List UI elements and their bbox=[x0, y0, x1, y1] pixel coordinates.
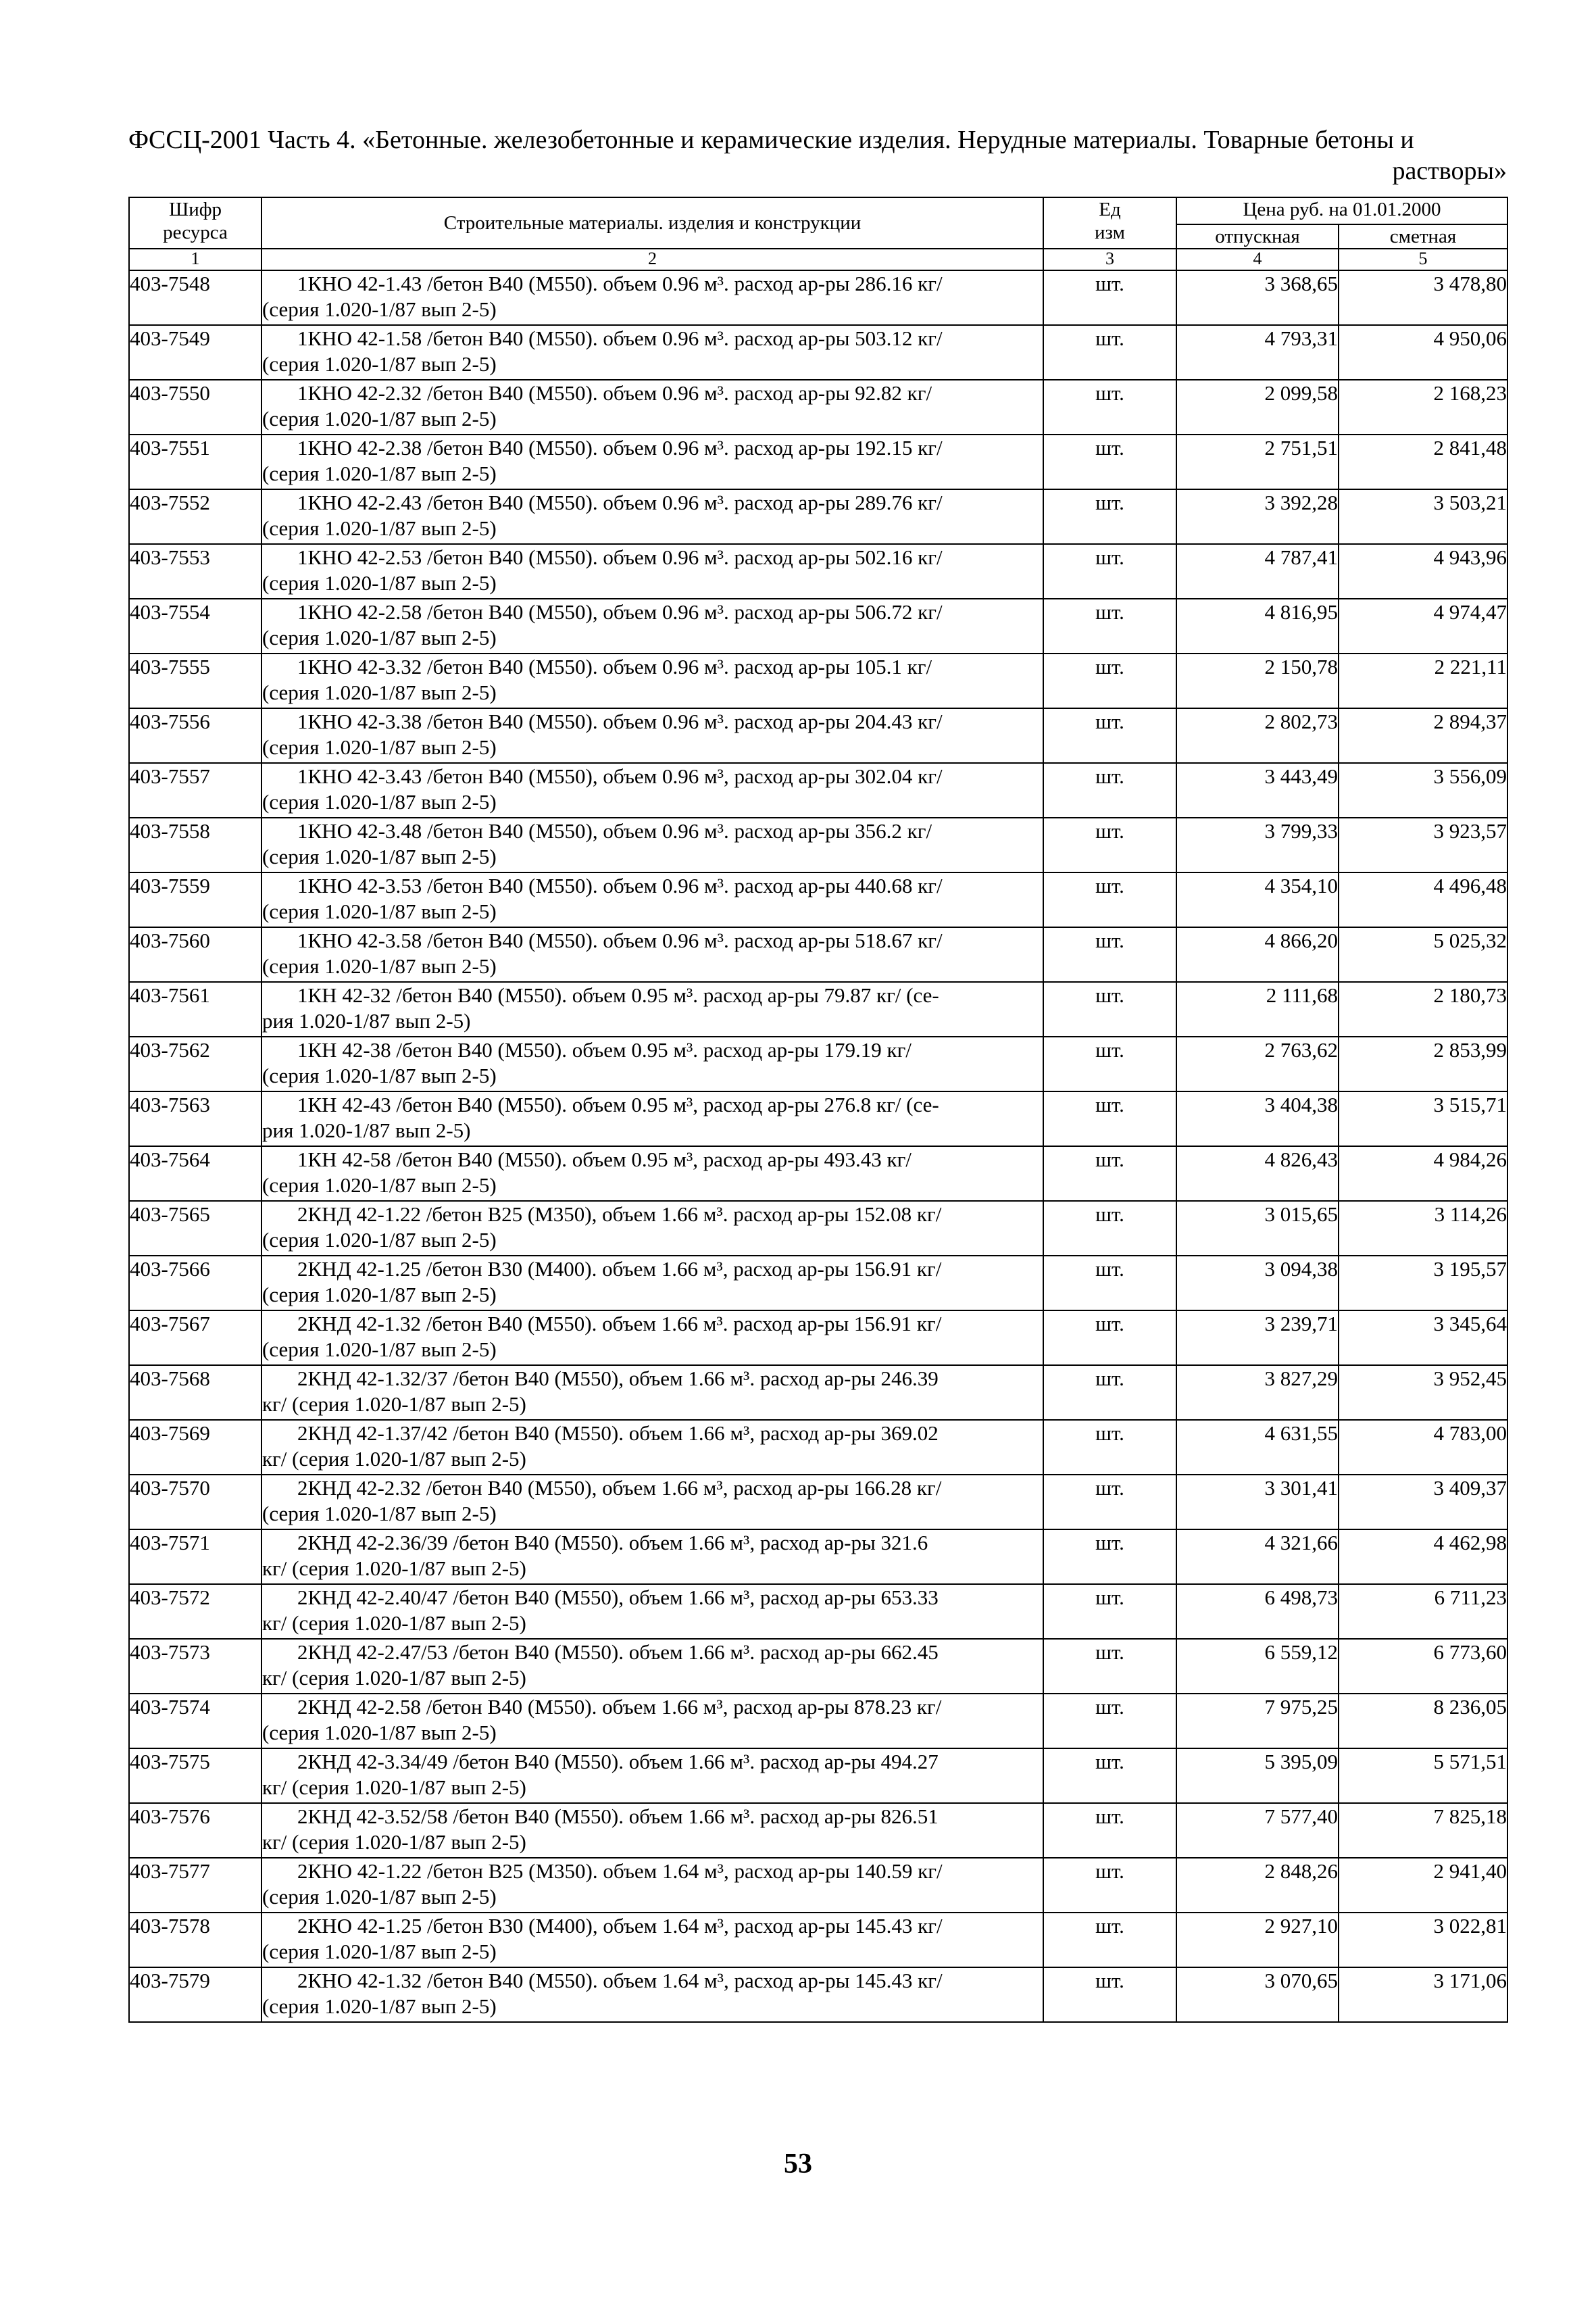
description-series: кг/ (серия 1.020-1/87 вып 2-5) bbox=[262, 1556, 526, 1580]
estimate-price: 3 923,57 bbox=[1339, 818, 1507, 872]
table-row bbox=[129, 325, 1507, 380]
material-description bbox=[261, 1639, 1043, 1694]
description-line: 2КНД 42-1.32/37 /бетон В40 (М550), объем 1.66 м³. расход ар-ры 246.39 bbox=[297, 1367, 939, 1390]
resource-code: 403-7554 bbox=[129, 599, 261, 654]
release-price: 3 239,71 bbox=[1176, 1310, 1339, 1365]
estimate-price: 3 478,80 bbox=[1339, 270, 1507, 325]
release-price: 3 301,41 bbox=[1176, 1475, 1339, 1529]
col-header-release-price: отпускная bbox=[1176, 224, 1339, 249]
release-price: 2 111,68 bbox=[1176, 982, 1339, 1037]
description-series: кг/ (серия 1.020-1/87 вып 2-5) bbox=[262, 1611, 526, 1635]
description-series: (серия 1.020-1/87 вып 2-5) bbox=[262, 1283, 497, 1306]
table-row bbox=[129, 763, 1507, 818]
estimate-price: 5 025,32 bbox=[1339, 927, 1507, 982]
unit: шт. bbox=[1043, 599, 1176, 654]
description-series: (серия 1.020-1/87 вып 2-5) bbox=[262, 571, 497, 595]
col-header-price: Цена руб. на 01.01.2000 bbox=[1176, 197, 1507, 224]
resource-code: 403-7578 bbox=[129, 1913, 261, 1967]
table-row bbox=[129, 1365, 1507, 1420]
unit: шт. bbox=[1043, 1913, 1176, 1967]
header-title-continued: растворы» bbox=[1392, 157, 1507, 185]
unit: шт. bbox=[1043, 1091, 1176, 1146]
material-description bbox=[261, 1584, 1043, 1639]
description-line: 1КНО 42-3.43 /бетон В40 (М550), объем 0.96 м³, расход ар-ры 302.04 кг/ bbox=[297, 764, 943, 788]
table-row bbox=[129, 1420, 1507, 1475]
description-line: 2КНД 42-1.32 /бетон В40 (М550). объем 1.66 м³. расход ар-ры 156.91 кг/ bbox=[297, 1312, 942, 1335]
table-row bbox=[129, 1037, 1507, 1091]
material-description bbox=[261, 544, 1043, 599]
release-price: 3 015,65 bbox=[1176, 1201, 1339, 1256]
material-description bbox=[261, 380, 1043, 435]
material-description bbox=[261, 872, 1043, 927]
material-description bbox=[261, 1858, 1043, 1913]
description-series: кг/ (серия 1.020-1/87 вып 2-5) bbox=[262, 1830, 526, 1854]
table-row bbox=[129, 1201, 1507, 1256]
material-description bbox=[261, 1091, 1043, 1146]
unit: шт. bbox=[1043, 708, 1176, 763]
col-header-estimate-price: сметная bbox=[1339, 224, 1507, 249]
unit: шт. bbox=[1043, 270, 1176, 325]
description-series: кг/ (серия 1.020-1/87 вып 2-5) bbox=[262, 1775, 526, 1799]
unit: шт. bbox=[1043, 1748, 1176, 1803]
estimate-price: 2 853,99 bbox=[1339, 1037, 1507, 1091]
release-price: 2 802,73 bbox=[1176, 708, 1339, 763]
description-series: (серия 1.020-1/87 вып 2-5) bbox=[262, 954, 497, 978]
description-line: 1КНО 42-2.32 /бетон В40 (М550). объем 0.96 м³. расход ар-ры 92.82 кг/ bbox=[297, 381, 932, 405]
unit: шт. bbox=[1043, 654, 1176, 708]
resource-code: 403-7579 bbox=[129, 1967, 261, 2022]
description-series: (серия 1.020-1/87 вып 2-5) bbox=[262, 1337, 497, 1361]
release-price: 2 150,78 bbox=[1176, 654, 1339, 708]
resource-code: 403-7549 bbox=[129, 325, 261, 380]
material-description bbox=[261, 1365, 1043, 1420]
unit: шт. bbox=[1043, 1420, 1176, 1475]
table-row bbox=[129, 270, 1507, 325]
description-line: 1КНО 42-3.38 /бетон В40 (М550). объем 0.96 м³. расход ар-ры 204.43 кг/ bbox=[297, 710, 943, 733]
resource-code: 403-7568 bbox=[129, 1365, 261, 1420]
description-line: 1КН 42-58 /бетон В40 (М550). объем 0.95 м³, расход ар-ры 493.43 кг/ bbox=[297, 1148, 912, 1171]
resource-code: 403-7565 bbox=[129, 1201, 261, 1256]
table-row bbox=[129, 1091, 1507, 1146]
description-line: 1КНО 42-3.53 /бетон В40 (М550). объем 0.96 м³. расход ар-ры 440.68 кг/ bbox=[297, 874, 943, 897]
estimate-price: 2 221,11 bbox=[1339, 654, 1507, 708]
estimate-price: 3 114,26 bbox=[1339, 1201, 1507, 1256]
estimate-price: 4 462,98 bbox=[1339, 1529, 1507, 1584]
description-series: кг/ (серия 1.020-1/87 вып 2-5) bbox=[262, 1392, 526, 1416]
description-series: (серия 1.020-1/87 вып 2-5) bbox=[262, 407, 497, 430]
description-series: (серия 1.020-1/87 вып 2-5) bbox=[262, 1885, 497, 1909]
release-price: 4 866,20 bbox=[1176, 927, 1339, 982]
description-series: (серия 1.020-1/87 вып 2-5) bbox=[262, 790, 497, 814]
resource-code: 403-7563 bbox=[129, 1091, 261, 1146]
release-price: 3 827,29 bbox=[1176, 1365, 1339, 1420]
material-description bbox=[261, 1037, 1043, 1091]
resource-code: 403-7574 bbox=[129, 1694, 261, 1748]
estimate-price: 3 022,81 bbox=[1339, 1913, 1507, 1967]
description-line: 2КНО 42-1.22 /бетон В25 (М350). объем 1.64 м³, расход ар-ры 140.59 кг/ bbox=[297, 1859, 943, 1883]
resource-code: 403-7569 bbox=[129, 1420, 261, 1475]
resource-code: 403-7576 bbox=[129, 1803, 261, 1858]
resource-code: 403-7567 bbox=[129, 1310, 261, 1365]
table-row bbox=[129, 1310, 1507, 1365]
col-index: 4 bbox=[1176, 249, 1339, 270]
page-number: 53 bbox=[784, 2148, 812, 2180]
resource-code: 403-7556 bbox=[129, 708, 261, 763]
estimate-price: 5 571,51 bbox=[1339, 1748, 1507, 1803]
table-row bbox=[129, 927, 1507, 982]
unit: шт. bbox=[1043, 1858, 1176, 1913]
resource-code: 403-7575 bbox=[129, 1748, 261, 1803]
resource-code: 403-7564 bbox=[129, 1146, 261, 1201]
table-row bbox=[129, 1584, 1507, 1639]
material-description bbox=[261, 325, 1043, 380]
description-line: 2КНД 42-3.34/49 /бетон В40 (М550). объем 1.66 м³. расход ар-ры 494.27 bbox=[297, 1750, 939, 1773]
resource-code: 403-7560 bbox=[129, 927, 261, 982]
unit: шт. bbox=[1043, 1201, 1176, 1256]
release-price: 3 392,28 bbox=[1176, 489, 1339, 544]
description-series: (серия 1.020-1/87 вып 2-5) bbox=[262, 516, 497, 540]
unit: шт. bbox=[1043, 1803, 1176, 1858]
release-price: 4 826,43 bbox=[1176, 1146, 1339, 1201]
description-line: 1КНО 42-2.38 /бетон В40 (М550). объем 0.96 м³. расход ар-ры 192.15 кг/ bbox=[297, 436, 943, 460]
table-row bbox=[129, 1913, 1507, 1967]
material-description bbox=[261, 1803, 1043, 1858]
material-description bbox=[261, 599, 1043, 654]
table-row bbox=[129, 1803, 1507, 1858]
description-line: 2КНД 42-1.25 /бетон В30 (М400). объем 1.66 м³, расход ар-ры 156.91 кг/ bbox=[297, 1257, 942, 1281]
unit: шт. bbox=[1043, 927, 1176, 982]
estimate-price: 6 773,60 bbox=[1339, 1639, 1507, 1694]
release-price: 5 395,09 bbox=[1176, 1748, 1339, 1803]
description-line: 2КНД 42-2.32 /бетон В40 (М550), объем 1.66 м³, расход ар-ры 166.28 кг/ bbox=[297, 1476, 942, 1500]
description-line: 1КН 42-32 /бетон В40 (М550). объем 0.95 м³. расход ар-ры 79.87 кг/ (се- bbox=[297, 983, 939, 1007]
release-price: 4 631,55 bbox=[1176, 1420, 1339, 1475]
col-index: 1 bbox=[129, 249, 261, 270]
description-series: кг/ (серия 1.020-1/87 вып 2-5) bbox=[262, 1447, 526, 1471]
unit: шт. bbox=[1043, 435, 1176, 489]
release-price: 4 787,41 bbox=[1176, 544, 1339, 599]
estimate-price: 4 943,96 bbox=[1339, 544, 1507, 599]
description-series: (серия 1.020-1/87 вып 2-5) bbox=[262, 626, 497, 649]
resource-code: 403-7571 bbox=[129, 1529, 261, 1584]
estimate-price: 3 171,06 bbox=[1339, 1967, 1507, 2022]
estimate-price: 3 409,37 bbox=[1339, 1475, 1507, 1529]
resource-code: 403-7572 bbox=[129, 1584, 261, 1639]
table-row bbox=[129, 380, 1507, 435]
resource-code: 403-7548 bbox=[129, 270, 261, 325]
resource-code: 403-7573 bbox=[129, 1639, 261, 1694]
description-series: (серия 1.020-1/87 вып 2-5) bbox=[262, 1940, 497, 1963]
description-series: (серия 1.020-1/87 вып 2-5) bbox=[262, 352, 497, 376]
release-price: 3 404,38 bbox=[1176, 1091, 1339, 1146]
estimate-price: 4 984,26 bbox=[1339, 1146, 1507, 1201]
description-line: 1КНО 42-2.43 /бетон В40 (М550). объем 0.96 м³. расход ар-ры 289.76 кг/ bbox=[297, 491, 943, 514]
unit: шт. bbox=[1043, 380, 1176, 435]
description-series: (серия 1.020-1/87 вып 2-5) bbox=[262, 1228, 497, 1252]
description-line: 2КНО 42-1.32 /бетон В40 (М550). объем 1.64 м³, расход ар-ры 145.43 кг/ bbox=[297, 1969, 943, 1992]
material-description bbox=[261, 1310, 1043, 1365]
resource-code: 403-7570 bbox=[129, 1475, 261, 1529]
unit: шт. bbox=[1043, 1256, 1176, 1310]
description-series: (серия 1.020-1/87 вып 2-5) bbox=[262, 681, 497, 704]
table-row bbox=[129, 1858, 1507, 1913]
resource-code: 403-7553 bbox=[129, 544, 261, 599]
description-line: 1КНО 42-2.53 /бетон В40 (М550). объем 0.96 м³. расход ар-ры 502.16 кг/ bbox=[297, 545, 943, 569]
table-row bbox=[129, 544, 1507, 599]
description-line: 1КН 42-43 /бетон В40 (М550). объем 0.95 м³, расход ар-ры 276.8 кг/ (се- bbox=[297, 1093, 939, 1116]
resource-code: 403-7557 bbox=[129, 763, 261, 818]
estimate-price: 2 180,73 bbox=[1339, 982, 1507, 1037]
material-description bbox=[261, 1420, 1043, 1475]
resource-code: 403-7559 bbox=[129, 872, 261, 927]
description-series: (серия 1.020-1/87 вып 2-5) bbox=[262, 1502, 497, 1525]
material-description bbox=[261, 1913, 1043, 1967]
col-index: 2 bbox=[261, 249, 1043, 270]
unit: шт. bbox=[1043, 544, 1176, 599]
material-description bbox=[261, 1256, 1043, 1310]
description-line: 1КНО 42-3.32 /бетон В40 (М550). объем 0.96 м³. расход ар-ры 105.1 кг/ bbox=[297, 655, 932, 679]
table-row bbox=[129, 1694, 1507, 1748]
release-price: 6 498,73 bbox=[1176, 1584, 1339, 1639]
unit: шт. bbox=[1043, 1146, 1176, 1201]
estimate-price: 6 711,23 bbox=[1339, 1584, 1507, 1639]
description-line: 2КНД 42-1.37/42 /бетон В40 (М550). объем 1.66 м³, расход ар-ры 369.02 bbox=[297, 1421, 939, 1445]
resource-code: 403-7558 bbox=[129, 818, 261, 872]
description-series: (серия 1.020-1/87 вып 2-5) bbox=[262, 1994, 497, 2018]
release-price: 3 094,38 bbox=[1176, 1256, 1339, 1310]
estimate-price: 2 941,40 bbox=[1339, 1858, 1507, 1913]
unit: шт. bbox=[1043, 818, 1176, 872]
description-series: (серия 1.020-1/87 вып 2-5) bbox=[262, 735, 497, 759]
release-price: 7 577,40 bbox=[1176, 1803, 1339, 1858]
release-price: 2 848,26 bbox=[1176, 1858, 1339, 1913]
release-price: 4 816,95 bbox=[1176, 599, 1339, 654]
material-description bbox=[261, 1694, 1043, 1748]
col-header-unit: Ед изм bbox=[1043, 197, 1176, 249]
table-row bbox=[129, 1256, 1507, 1310]
material-description bbox=[261, 763, 1043, 818]
table-row bbox=[129, 1639, 1507, 1694]
description-series: (серия 1.020-1/87 вып 2-5) bbox=[262, 1721, 497, 1744]
col-index: 3 bbox=[1043, 249, 1176, 270]
table-row bbox=[129, 599, 1507, 654]
release-price: 3 368,65 bbox=[1176, 270, 1339, 325]
description-series: кг/ (серия 1.020-1/87 вып 2-5) bbox=[262, 1666, 526, 1690]
estimate-price: 3 515,71 bbox=[1339, 1091, 1507, 1146]
description-line: 2КНД 42-2.47/53 /бетон В40 (М550). объем 1.66 м³. расход ар-ры 662.45 bbox=[297, 1640, 939, 1664]
estimate-price: 2 894,37 bbox=[1339, 708, 1507, 763]
release-price: 4 354,10 bbox=[1176, 872, 1339, 927]
resource-code: 403-7561 bbox=[129, 982, 261, 1037]
description-line: 2КНД 42-1.22 /бетон В25 (М350), объем 1.66 м³. расход ар-ры 152.08 кг/ bbox=[297, 1202, 942, 1226]
resource-code: 403-7562 bbox=[129, 1037, 261, 1091]
table-row bbox=[129, 982, 1507, 1037]
col-header-description: Строительные материалы. изделия и конструкции bbox=[261, 197, 1043, 249]
unit: шт. bbox=[1043, 1310, 1176, 1365]
material-description bbox=[261, 982, 1043, 1037]
estimate-price: 4 974,47 bbox=[1339, 599, 1507, 654]
table-row bbox=[129, 1146, 1507, 1201]
estimate-price: 4 783,00 bbox=[1339, 1420, 1507, 1475]
material-description bbox=[261, 708, 1043, 763]
material-description bbox=[261, 1529, 1043, 1584]
release-price: 7 975,25 bbox=[1176, 1694, 1339, 1748]
material-description bbox=[261, 1201, 1043, 1256]
description-series: (серия 1.020-1/87 вып 2-5) bbox=[262, 297, 497, 321]
description-line: 2КНД 42-3.52/58 /бетон В40 (М550). объем 1.66 м³. расход ар-ры 826.51 bbox=[297, 1804, 939, 1828]
material-description bbox=[261, 1967, 1043, 2022]
estimate-price: 2 168,23 bbox=[1339, 380, 1507, 435]
table-row bbox=[129, 708, 1507, 763]
unit: шт. bbox=[1043, 325, 1176, 380]
unit: шт. bbox=[1043, 1584, 1176, 1639]
estimate-price: 8 236,05 bbox=[1339, 1694, 1507, 1748]
material-description bbox=[261, 270, 1043, 325]
estimate-price: 4 496,48 bbox=[1339, 872, 1507, 927]
material-description bbox=[261, 1475, 1043, 1529]
resource-code: 403-7577 bbox=[129, 1858, 261, 1913]
description-line: 2КНО 42-1.25 /бетон В30 (М400), объем 1.64 м³, расход ар-ры 145.43 кг/ bbox=[297, 1914, 943, 1938]
release-price: 3 799,33 bbox=[1176, 818, 1339, 872]
unit: шт. bbox=[1043, 1037, 1176, 1091]
description-series: (серия 1.020-1/87 вып 2-5) bbox=[262, 900, 497, 923]
resource-code: 403-7552 bbox=[129, 489, 261, 544]
table-row bbox=[129, 1475, 1507, 1529]
estimate-price: 4 950,06 bbox=[1339, 325, 1507, 380]
material-description bbox=[261, 818, 1043, 872]
description-line: 1КНО 42-1.43 /бетон В40 (М550). объем 0.96 м³. расход ар-ры 286.16 кг/ bbox=[297, 272, 943, 295]
release-price: 2 751,51 bbox=[1176, 435, 1339, 489]
table-row bbox=[129, 872, 1507, 927]
table-row bbox=[129, 1748, 1507, 1803]
material-description bbox=[261, 654, 1043, 708]
release-price: 2 763,62 bbox=[1176, 1037, 1339, 1091]
unit: шт. bbox=[1043, 489, 1176, 544]
unit: шт. bbox=[1043, 1639, 1176, 1694]
unit: шт. bbox=[1043, 763, 1176, 818]
description-line: 2КНД 42-2.36/39 /бетон В40 (М550). объем 1.66 м³, расход ар-ры 321.6 bbox=[297, 1531, 928, 1554]
unit: шт. bbox=[1043, 1475, 1176, 1529]
unit: шт. bbox=[1043, 1967, 1176, 2022]
material-description bbox=[261, 927, 1043, 982]
table-row bbox=[129, 489, 1507, 544]
resource-code: 403-7550 bbox=[129, 380, 261, 435]
table-row bbox=[129, 818, 1507, 872]
material-description bbox=[261, 1748, 1043, 1803]
release-price: 3 443,49 bbox=[1176, 763, 1339, 818]
estimate-price: 2 841,48 bbox=[1339, 435, 1507, 489]
description-line: 1КН 42-38 /бетон В40 (М550). объем 0.95 м³. расход ар-ры 179.19 кг/ bbox=[297, 1038, 912, 1062]
resource-code: 403-7551 bbox=[129, 435, 261, 489]
header-title: ФССЦ-2001 Часть 4. «Бетонные. железобетонные и керамические изделия. Нерудные материалы. Товарные бетоны и bbox=[128, 126, 1414, 154]
estimate-price: 3 503,21 bbox=[1339, 489, 1507, 544]
description-line: 1КНО 42-3.58 /бетон В40 (М550). объем 0.96 м³. расход ар-ры 518.67 кг/ bbox=[297, 929, 943, 952]
description-series: (серия 1.020-1/87 вып 2-5) bbox=[262, 1173, 497, 1197]
resource-code: 403-7555 bbox=[129, 654, 261, 708]
description-line: 1КНО 42-2.58 /бетон В40 (М550), объем 0.96 м³. расход ар-ры 506.72 кг/ bbox=[297, 600, 943, 624]
release-price: 3 070,65 bbox=[1176, 1967, 1339, 2022]
release-price: 4 793,31 bbox=[1176, 325, 1339, 380]
unit: шт. bbox=[1043, 1694, 1176, 1748]
table-row bbox=[129, 1529, 1507, 1584]
release-price: 6 559,12 bbox=[1176, 1639, 1339, 1694]
table-row bbox=[129, 654, 1507, 708]
description-line: 2КНД 42-2.58 /бетон В40 (М550). объем 1.66 м³, расход ар-ры 878.23 кг/ bbox=[297, 1695, 942, 1719]
estimate-price: 7 825,18 bbox=[1339, 1803, 1507, 1858]
estimate-price: 3 345,64 bbox=[1339, 1310, 1507, 1365]
release-price: 4 321,66 bbox=[1176, 1529, 1339, 1584]
price-table bbox=[128, 197, 1508, 2023]
page-header bbox=[128, 124, 1507, 187]
col-header-code: Шифр ресурса bbox=[129, 197, 261, 249]
description-series: рия 1.020-1/87 вып 2-5) bbox=[262, 1118, 471, 1142]
release-price: 2 099,58 bbox=[1176, 380, 1339, 435]
release-price: 2 927,10 bbox=[1176, 1913, 1339, 1967]
resource-code: 403-7566 bbox=[129, 1256, 261, 1310]
estimate-price: 3 952,45 bbox=[1339, 1365, 1507, 1420]
material-description bbox=[261, 435, 1043, 489]
table-row bbox=[129, 435, 1507, 489]
material-description bbox=[261, 1146, 1043, 1201]
description-line: 1КНО 42-3.48 /бетон В40 (М550), объем 0.96 м³. расход ар-ры 356.2 кг/ bbox=[297, 819, 932, 843]
description-line: 1КНО 42-1.58 /бетон В40 (М550). объем 0.96 м³. расход ар-ры 503.12 кг/ bbox=[297, 326, 943, 350]
description-series: (серия 1.020-1/87 вып 2-5) bbox=[262, 462, 497, 485]
description-line: 2КНД 42-2.40/47 /бетон В40 (М550), объем 1.66 м³, расход ар-ры 653.33 bbox=[297, 1585, 939, 1609]
description-series: (серия 1.020-1/87 вып 2-5) bbox=[262, 845, 497, 868]
description-series: (серия 1.020-1/87 вып 2-5) bbox=[262, 1064, 497, 1087]
material-description bbox=[261, 489, 1043, 544]
estimate-price: 3 195,57 bbox=[1339, 1256, 1507, 1310]
price-table-body bbox=[129, 270, 1507, 2022]
estimate-price: 3 556,09 bbox=[1339, 763, 1507, 818]
unit: шт. bbox=[1043, 872, 1176, 927]
table-row bbox=[129, 1967, 1507, 2022]
unit: шт. bbox=[1043, 982, 1176, 1037]
description-series: рия 1.020-1/87 вып 2-5) bbox=[262, 1009, 471, 1033]
col-index: 5 bbox=[1339, 249, 1507, 270]
unit: шт. bbox=[1043, 1529, 1176, 1584]
unit: шт. bbox=[1043, 1365, 1176, 1420]
